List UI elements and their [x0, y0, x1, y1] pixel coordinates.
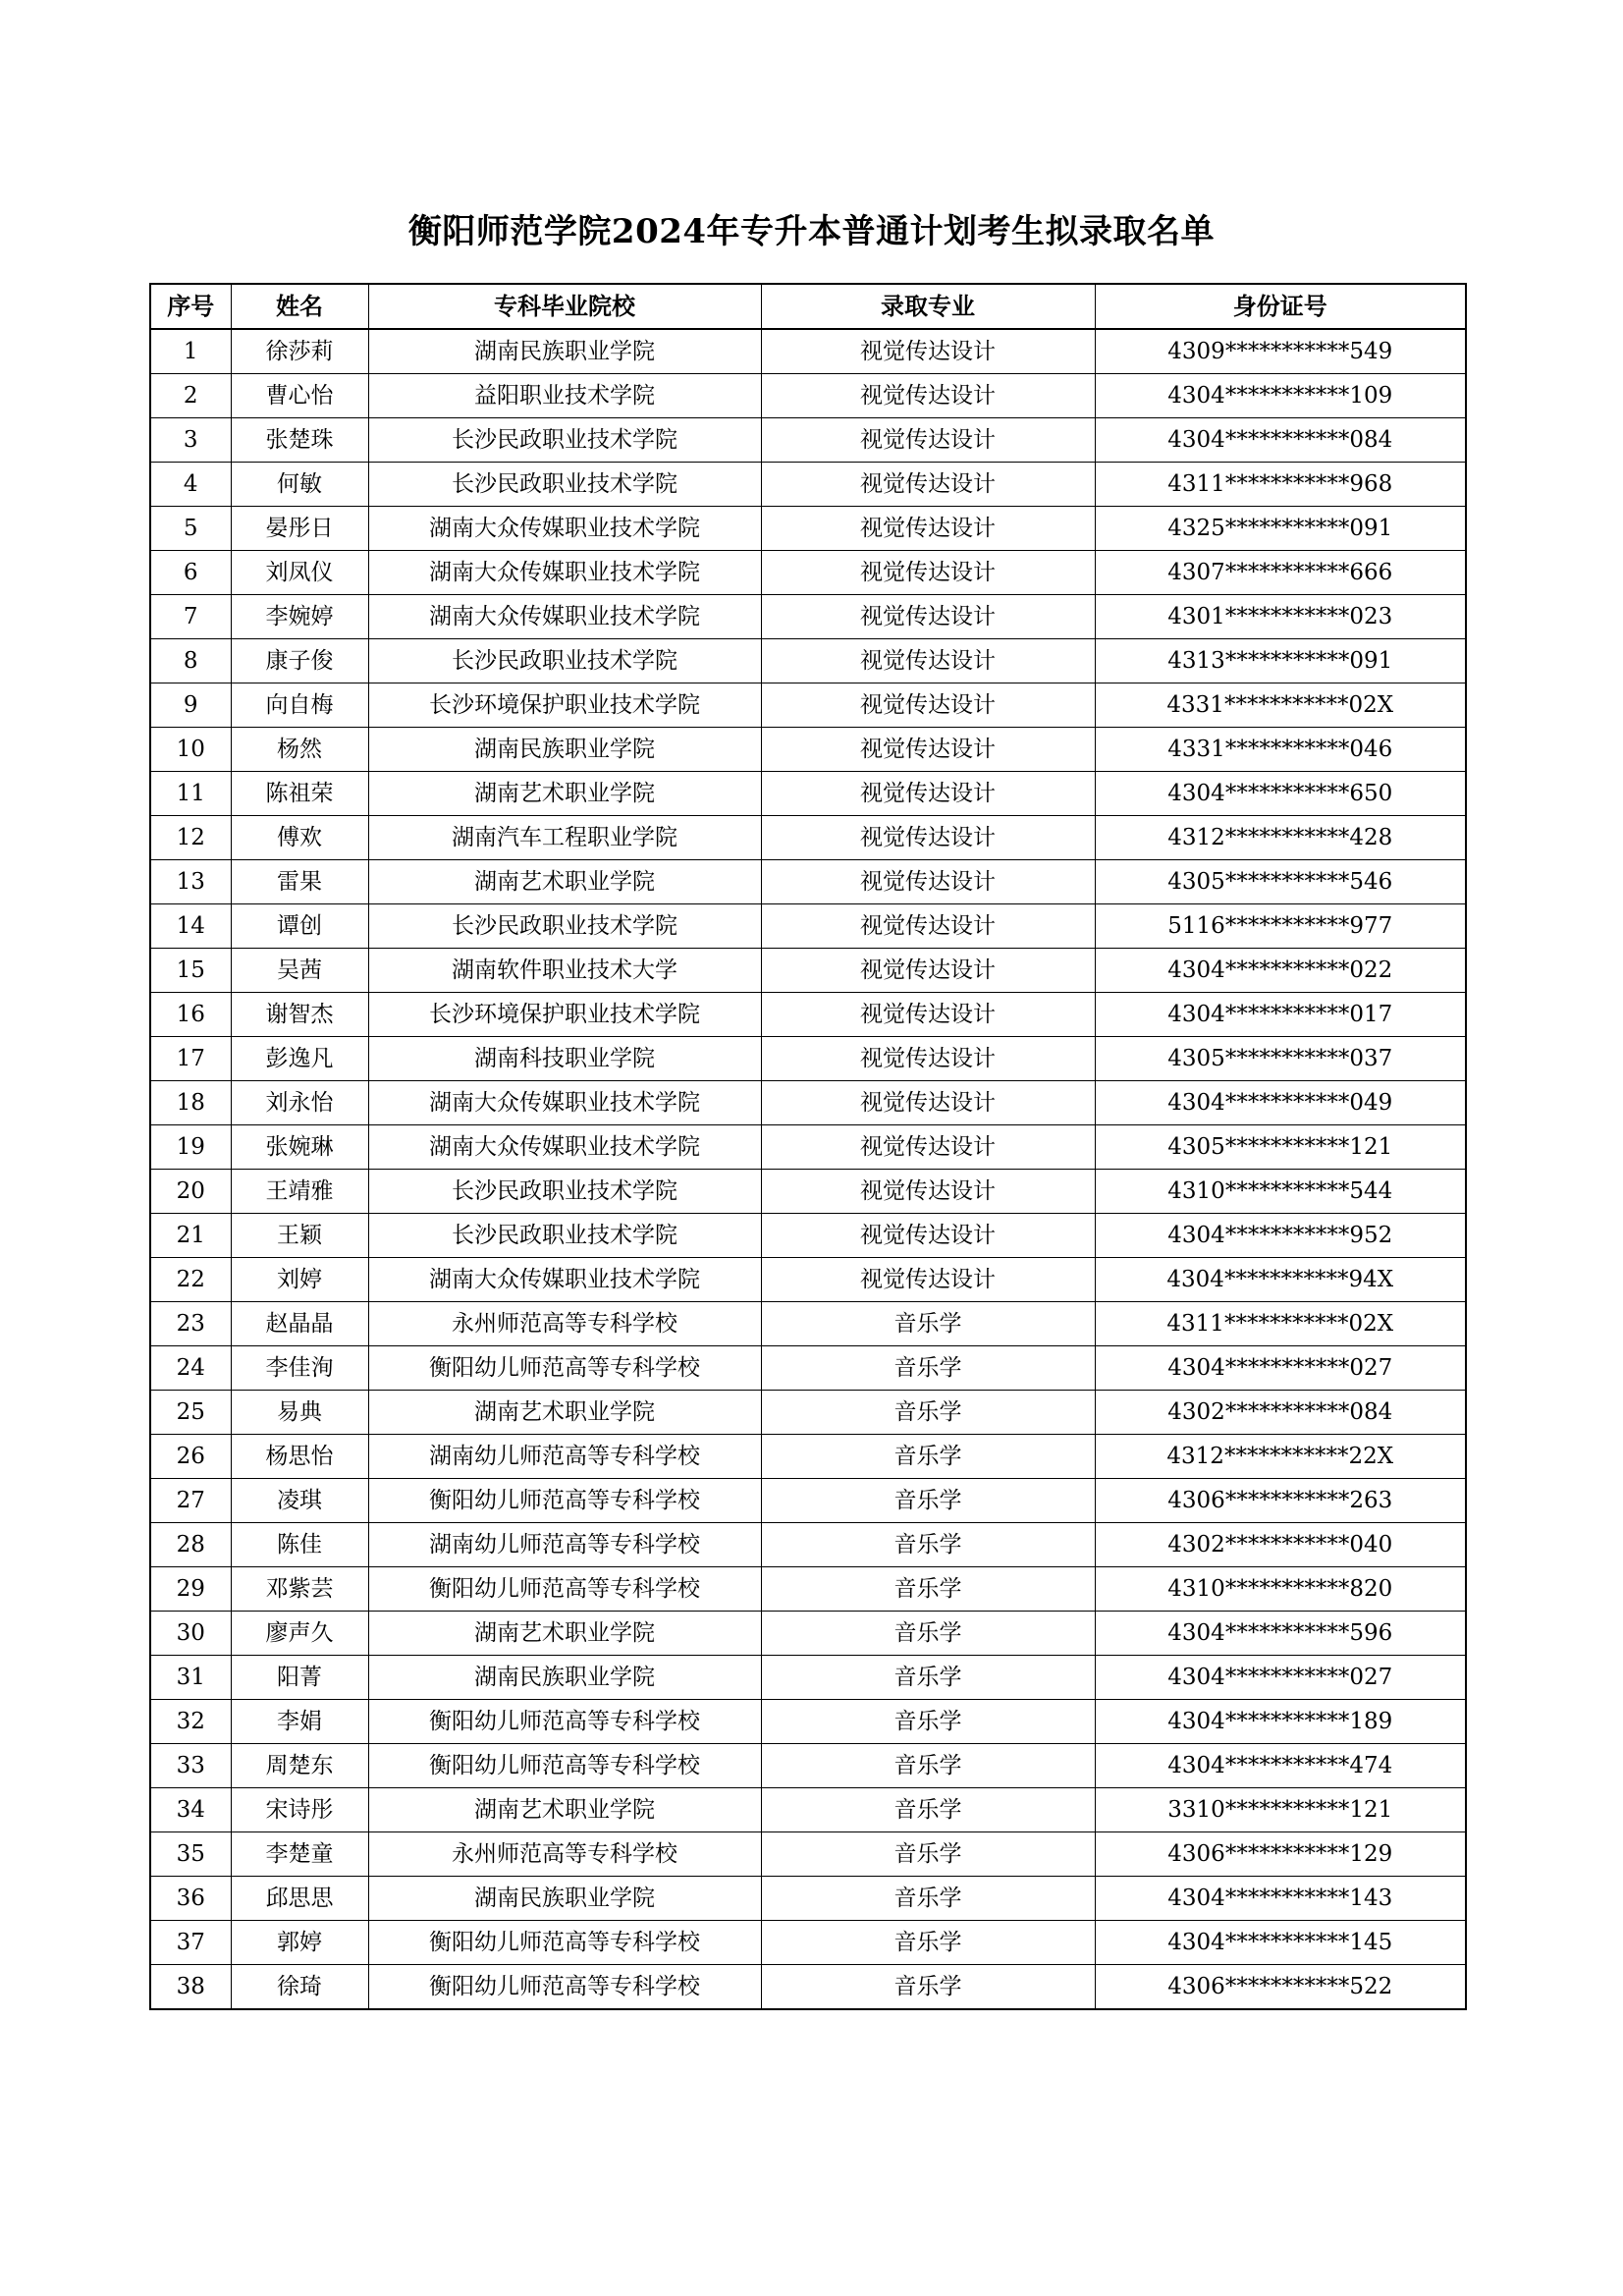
roster-table: [149, 283, 1467, 2010]
cell-name: 刘婷: [231, 1258, 368, 1302]
cell-major: 视觉传达设计: [761, 374, 1095, 418]
cell-id-number: 4331***********02X: [1095, 683, 1466, 728]
cell-id-number: 4311***********968: [1095, 463, 1466, 507]
cell-college: 衡阳幼儿师范高等专科学校: [368, 1921, 761, 1965]
cell-major: 视觉传达设计: [761, 1258, 1095, 1302]
cell-college: 衡阳幼儿师范高等专科学校: [368, 1700, 761, 1744]
cell-major: 视觉传达设计: [761, 551, 1095, 595]
column-header-major: 录取专业: [761, 284, 1095, 329]
cell-name: 晏彤日: [231, 507, 368, 551]
table-row: [150, 1567, 1466, 1612]
cell-college: 长沙民政职业技术学院: [368, 1170, 761, 1214]
cell-name: 李佳洵: [231, 1346, 368, 1391]
cell-name: 易典: [231, 1391, 368, 1435]
table-row: [150, 1258, 1466, 1302]
cell-name: 郭婷: [231, 1921, 368, 1965]
cell-index: 4: [150, 463, 231, 507]
column-header-name: 姓名: [231, 284, 368, 329]
cell-name: 王颖: [231, 1214, 368, 1258]
table-row: [150, 1479, 1466, 1523]
cell-major: 视觉传达设计: [761, 1214, 1095, 1258]
cell-major: 视觉传达设计: [761, 1081, 1095, 1125]
cell-id-number: 4311***********02X: [1095, 1302, 1466, 1346]
cell-name: 张婉琳: [231, 1125, 368, 1170]
cell-name: 徐莎莉: [231, 329, 368, 374]
cell-college: 湖南艺术职业学院: [368, 772, 761, 816]
cell-name: 陈佳: [231, 1523, 368, 1567]
cell-index: 5: [150, 507, 231, 551]
cell-id-number: 4304***********027: [1095, 1656, 1466, 1700]
cell-index: 27: [150, 1479, 231, 1523]
cell-college: 永州师范高等专科学校: [368, 1832, 761, 1877]
table-row: [150, 728, 1466, 772]
cell-college: 益阳职业技术学院: [368, 374, 761, 418]
table-row: [150, 1435, 1466, 1479]
cell-index: 36: [150, 1877, 231, 1921]
cell-id-number: 4304***********022: [1095, 949, 1466, 993]
cell-major: 音乐学: [761, 1921, 1095, 1965]
cell-major: 视觉传达设计: [761, 639, 1095, 683]
table-row: [150, 1877, 1466, 1921]
cell-college: 湖南科技职业学院: [368, 1037, 761, 1081]
cell-index: 18: [150, 1081, 231, 1125]
cell-index: 33: [150, 1744, 231, 1788]
table-body: [150, 329, 1466, 2009]
cell-name: 刘永怡: [231, 1081, 368, 1125]
cell-id-number: 4305***********037: [1095, 1037, 1466, 1081]
cell-major: 音乐学: [761, 1302, 1095, 1346]
table-row: [150, 904, 1466, 949]
cell-name: 谢智杰: [231, 993, 368, 1037]
cell-major: 视觉传达设计: [761, 329, 1095, 374]
table-row: [150, 551, 1466, 595]
cell-index: 11: [150, 772, 231, 816]
cell-major: 视觉传达设计: [761, 683, 1095, 728]
cell-major: 音乐学: [761, 1965, 1095, 2010]
cell-name: 宋诗彤: [231, 1788, 368, 1832]
table-row: [150, 683, 1466, 728]
cell-college: 湖南大众传媒职业技术学院: [368, 551, 761, 595]
cell-major: 视觉传达设计: [761, 1170, 1095, 1214]
cell-index: 26: [150, 1435, 231, 1479]
table-row: [150, 1965, 1466, 2010]
cell-index: 7: [150, 595, 231, 639]
page-title: 衡阳师范学院2024年专升本普通计划考生拟录取名单: [407, 212, 1216, 251]
cell-id-number: 4309***********549: [1095, 329, 1466, 374]
cell-name: 杨然: [231, 728, 368, 772]
cell-major: 音乐学: [761, 1788, 1095, 1832]
cell-id-number: 4304***********596: [1095, 1612, 1466, 1656]
cell-major: 视觉传达设计: [761, 772, 1095, 816]
cell-index: 38: [150, 1965, 231, 2010]
cell-index: 30: [150, 1612, 231, 1656]
cell-college: 长沙民政职业技术学院: [368, 418, 761, 463]
cell-major: 视觉传达设计: [761, 728, 1095, 772]
cell-id-number: 4304***********017: [1095, 993, 1466, 1037]
cell-id-number: 4307***********666: [1095, 551, 1466, 595]
cell-name: 邓紫芸: [231, 1567, 368, 1612]
table-row: [150, 1700, 1466, 1744]
cell-id-number: 4305***********546: [1095, 860, 1466, 904]
cell-college: 长沙环境保护职业技术学院: [368, 993, 761, 1037]
table-row: [150, 595, 1466, 639]
cell-major: 音乐学: [761, 1877, 1095, 1921]
table-row: [150, 860, 1466, 904]
cell-id-number: 4304***********145: [1095, 1921, 1466, 1965]
cell-index: 17: [150, 1037, 231, 1081]
table-row: [150, 507, 1466, 551]
cell-index: 1: [150, 329, 231, 374]
cell-index: 21: [150, 1214, 231, 1258]
column-header-id-number: 身份证号: [1095, 284, 1466, 329]
table-row: [150, 1788, 1466, 1832]
cell-name: 何敏: [231, 463, 368, 507]
cell-college: 湖南软件职业技术大学: [368, 949, 761, 993]
cell-index: 16: [150, 993, 231, 1037]
cell-id-number: 4304***********650: [1095, 772, 1466, 816]
cell-index: 2: [150, 374, 231, 418]
cell-id-number: 4304***********143: [1095, 1877, 1466, 1921]
cell-name: 谭创: [231, 904, 368, 949]
cell-index: 22: [150, 1258, 231, 1302]
cell-index: 25: [150, 1391, 231, 1435]
table-header-row: [150, 284, 1466, 329]
cell-index: 28: [150, 1523, 231, 1567]
cell-index: 34: [150, 1788, 231, 1832]
cell-college: 衡阳幼儿师范高等专科学校: [368, 1965, 761, 2010]
cell-id-number: 4313***********091: [1095, 639, 1466, 683]
cell-college: 湖南大众传媒职业技术学院: [368, 1258, 761, 1302]
table-row: [150, 463, 1466, 507]
table-row: [150, 1391, 1466, 1435]
cell-major: 音乐学: [761, 1523, 1095, 1567]
table-row: [150, 1037, 1466, 1081]
cell-name: 吴茜: [231, 949, 368, 993]
cell-name: 陈祖荣: [231, 772, 368, 816]
cell-id-number: 4304***********027: [1095, 1346, 1466, 1391]
cell-index: 13: [150, 860, 231, 904]
cell-id-number: 4302***********084: [1095, 1391, 1466, 1435]
cell-college: 湖南幼儿师范高等专科学校: [368, 1523, 761, 1567]
cell-name: 邱思思: [231, 1877, 368, 1921]
cell-major: 视觉传达设计: [761, 949, 1095, 993]
cell-id-number: 4304***********474: [1095, 1744, 1466, 1788]
table-row: [150, 1832, 1466, 1877]
cell-index: 31: [150, 1656, 231, 1700]
cell-major: 音乐学: [761, 1435, 1095, 1479]
cell-major: 视觉传达设计: [761, 860, 1095, 904]
table-row: [150, 1744, 1466, 1788]
cell-college: 湖南大众传媒职业技术学院: [368, 507, 761, 551]
cell-name: 徐琦: [231, 1965, 368, 2010]
cell-major: 音乐学: [761, 1567, 1095, 1612]
cell-name: 赵晶晶: [231, 1302, 368, 1346]
cell-index: 20: [150, 1170, 231, 1214]
cell-major: 视觉传达设计: [761, 904, 1095, 949]
table-row: [150, 993, 1466, 1037]
cell-name: 刘凤仪: [231, 551, 368, 595]
cell-index: 14: [150, 904, 231, 949]
cell-index: 8: [150, 639, 231, 683]
cell-college: 衡阳幼儿师范高等专科学校: [368, 1567, 761, 1612]
cell-name: 周楚东: [231, 1744, 368, 1788]
cell-id-number: 3310***********121: [1095, 1788, 1466, 1832]
cell-index: 32: [150, 1700, 231, 1744]
cell-index: 3: [150, 418, 231, 463]
table-row: [150, 1081, 1466, 1125]
cell-name: 杨思怡: [231, 1435, 368, 1479]
table-row: [150, 1170, 1466, 1214]
cell-college: 湖南大众传媒职业技术学院: [368, 1125, 761, 1170]
cell-college: 湖南幼儿师范高等专科学校: [368, 1435, 761, 1479]
cell-college: 湖南艺术职业学院: [368, 1391, 761, 1435]
cell-id-number: 5116***********977: [1095, 904, 1466, 949]
cell-major: 音乐学: [761, 1656, 1095, 1700]
cell-index: 15: [150, 949, 231, 993]
cell-college: 衡阳幼儿师范高等专科学校: [368, 1479, 761, 1523]
table-row: [150, 1656, 1466, 1700]
cell-college: 湖南汽车工程职业学院: [368, 816, 761, 860]
cell-name: 康子俊: [231, 639, 368, 683]
table-row: [150, 1523, 1466, 1567]
cell-id-number: 4301***********023: [1095, 595, 1466, 639]
cell-major: 视觉传达设计: [761, 463, 1095, 507]
table-row: [150, 1921, 1466, 1965]
cell-name: 傅欢: [231, 816, 368, 860]
cell-name: 雷果: [231, 860, 368, 904]
cell-id-number: 4304***********049: [1095, 1081, 1466, 1125]
cell-name: 彭逸凡: [231, 1037, 368, 1081]
cell-major: 音乐学: [761, 1391, 1095, 1435]
cell-major: 视觉传达设计: [761, 816, 1095, 860]
cell-college: 湖南大众传媒职业技术学院: [368, 595, 761, 639]
table-row: [150, 949, 1466, 993]
table-row: [150, 772, 1466, 816]
table-row: [150, 1612, 1466, 1656]
cell-college: 湖南民族职业学院: [368, 728, 761, 772]
cell-major: 视觉传达设计: [761, 993, 1095, 1037]
cell-id-number: 4304***********952: [1095, 1214, 1466, 1258]
cell-major: 音乐学: [761, 1744, 1095, 1788]
cell-name: 李婉婷: [231, 595, 368, 639]
table-row: [150, 374, 1466, 418]
cell-college: 湖南民族职业学院: [368, 1877, 761, 1921]
table-header: [150, 284, 1466, 329]
cell-index: 23: [150, 1302, 231, 1346]
cell-college: 永州师范高等专科学校: [368, 1302, 761, 1346]
cell-name: 廖声久: [231, 1612, 368, 1656]
table-row: [150, 1346, 1466, 1391]
cell-name: 向自梅: [231, 683, 368, 728]
cell-college: 长沙民政职业技术学院: [368, 1214, 761, 1258]
cell-major: 音乐学: [761, 1479, 1095, 1523]
cell-major: 音乐学: [761, 1700, 1095, 1744]
cell-name: 凌琪: [231, 1479, 368, 1523]
column-header-index: 序号: [150, 284, 231, 329]
cell-major: 视觉传达设计: [761, 418, 1095, 463]
cell-id-number: 4304***********94X: [1095, 1258, 1466, 1302]
cell-name: 李娟: [231, 1700, 368, 1744]
cell-id-number: 4304***********189: [1095, 1700, 1466, 1744]
cell-major: 音乐学: [761, 1612, 1095, 1656]
table-row: [150, 418, 1466, 463]
cell-name: 张楚珠: [231, 418, 368, 463]
table-row: [150, 639, 1466, 683]
table-row: [150, 1214, 1466, 1258]
cell-index: 19: [150, 1125, 231, 1170]
cell-major: 视觉传达设计: [761, 1125, 1095, 1170]
cell-college: 湖南大众传媒职业技术学院: [368, 1081, 761, 1125]
cell-id-number: 4306***********129: [1095, 1832, 1466, 1877]
cell-index: 10: [150, 728, 231, 772]
cell-id-number: 4304***********109: [1095, 374, 1466, 418]
cell-college: 湖南民族职业学院: [368, 329, 761, 374]
table-row: [150, 329, 1466, 374]
table-row: [150, 1302, 1466, 1346]
cell-college: 长沙民政职业技术学院: [368, 904, 761, 949]
cell-name: 曹心怡: [231, 374, 368, 418]
cell-major: 音乐学: [761, 1832, 1095, 1877]
cell-id-number: 4306***********522: [1095, 1965, 1466, 2010]
cell-id-number: 4302***********040: [1095, 1523, 1466, 1567]
cell-index: 24: [150, 1346, 231, 1391]
cell-id-number: 4310***********820: [1095, 1567, 1466, 1612]
cell-id-number: 4306***********263: [1095, 1479, 1466, 1523]
cell-index: 29: [150, 1567, 231, 1612]
cell-name: 王靖雅: [231, 1170, 368, 1214]
cell-major: 视觉传达设计: [761, 1037, 1095, 1081]
table-row: [150, 816, 1466, 860]
cell-major: 音乐学: [761, 1346, 1095, 1391]
cell-index: 9: [150, 683, 231, 728]
column-header-college: 专科毕业院校: [368, 284, 761, 329]
cell-id-number: 4312***********22X: [1095, 1435, 1466, 1479]
cell-college: 湖南艺术职业学院: [368, 1612, 761, 1656]
cell-college: 湖南艺术职业学院: [368, 860, 761, 904]
cell-college: 湖南民族职业学院: [368, 1656, 761, 1700]
cell-name: 李楚童: [231, 1832, 368, 1877]
cell-index: 12: [150, 816, 231, 860]
cell-id-number: 4331***********046: [1095, 728, 1466, 772]
cell-college: 长沙民政职业技术学院: [368, 639, 761, 683]
cell-college: 衡阳幼儿师范高等专科学校: [368, 1346, 761, 1391]
cell-index: 37: [150, 1921, 231, 1965]
cell-index: 6: [150, 551, 231, 595]
roster-table-container: [149, 283, 1465, 2010]
cell-id-number: 4304***********084: [1095, 418, 1466, 463]
table-row: [150, 1125, 1466, 1170]
cell-index: 35: [150, 1832, 231, 1877]
cell-id-number: 4325***********091: [1095, 507, 1466, 551]
cell-major: 视觉传达设计: [761, 507, 1095, 551]
cell-college: 湖南艺术职业学院: [368, 1788, 761, 1832]
cell-college: 长沙民政职业技术学院: [368, 463, 761, 507]
cell-college: 衡阳幼儿师范高等专科学校: [368, 1744, 761, 1788]
cell-college: 长沙环境保护职业技术学院: [368, 683, 761, 728]
cell-name: 阳菁: [231, 1656, 368, 1700]
cell-id-number: 4312***********428: [1095, 816, 1466, 860]
cell-id-number: 4310***********544: [1095, 1170, 1466, 1214]
cell-id-number: 4305***********121: [1095, 1125, 1466, 1170]
cell-major: 视觉传达设计: [761, 595, 1095, 639]
